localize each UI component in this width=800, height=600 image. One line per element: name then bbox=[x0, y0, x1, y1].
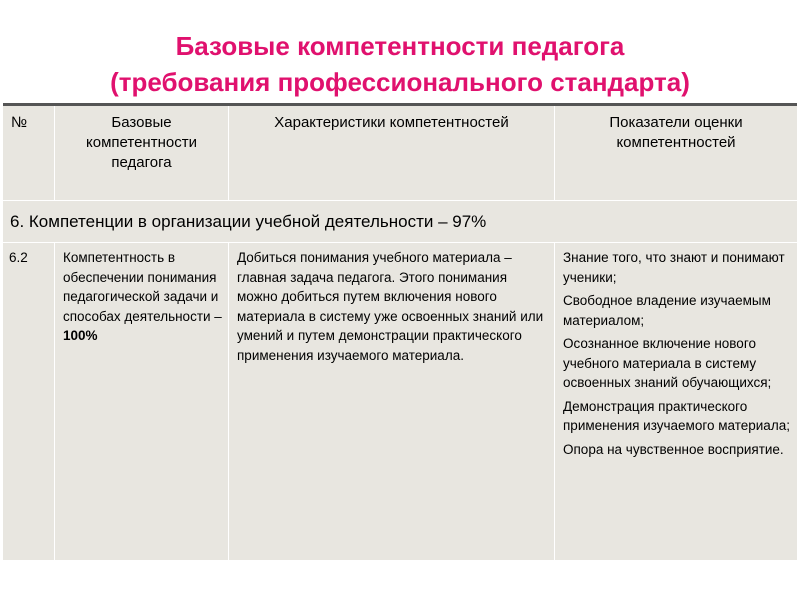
row-competence-score: 100% bbox=[63, 328, 98, 343]
indicator-item: Осознанное включение нового учебного материала в систему освоенных знаний обучающихся; bbox=[563, 336, 772, 390]
table-row bbox=[3, 243, 797, 560]
indicator-item: Опора на чувственное восприятие. bbox=[563, 441, 784, 457]
table-section-row bbox=[3, 200, 797, 243]
row-indicators bbox=[555, 243, 797, 560]
section-title: 6. Компетенции в организации учебной деятельности – 97% bbox=[10, 212, 487, 231]
row-competence bbox=[55, 243, 229, 560]
indicator-item: Знание того, что знают и понимают ученики; bbox=[563, 250, 785, 285]
slide-title-line-1: Базовые компетентности педагога bbox=[175, 31, 625, 61]
competence-table bbox=[3, 103, 797, 560]
slide-title-line-2: (требования профессионального стандарта) bbox=[110, 67, 690, 97]
header-indicators: Показатели оценки компетентностей bbox=[609, 114, 743, 151]
table-header-row bbox=[3, 106, 797, 200]
header-characteristics: Характеристики компетентностей bbox=[229, 106, 555, 200]
header-competence: Базовые компетентности педагога bbox=[55, 106, 229, 200]
slide-title bbox=[0, 28, 800, 100]
row-number: 6.2 bbox=[3, 243, 55, 560]
row-characteristics: Добиться понимания учебного материала – главная задача педагога. Этого понимания можно добиться путем включения нового материала в систему уже освоенных знаний или умений и путем демонстрации практического применения изучаемого материала. bbox=[229, 243, 555, 560]
row-competence-text: Компетентность в обеспечении понимания педагогической задачи и способах деятельности – bbox=[63, 250, 222, 324]
indicator-item: Демонстрация практического применения изучаемого материала; bbox=[563, 398, 790, 433]
indicator-item: Свободное владение изучаемым материалом; bbox=[563, 293, 771, 328]
header-number: № bbox=[3, 106, 55, 200]
